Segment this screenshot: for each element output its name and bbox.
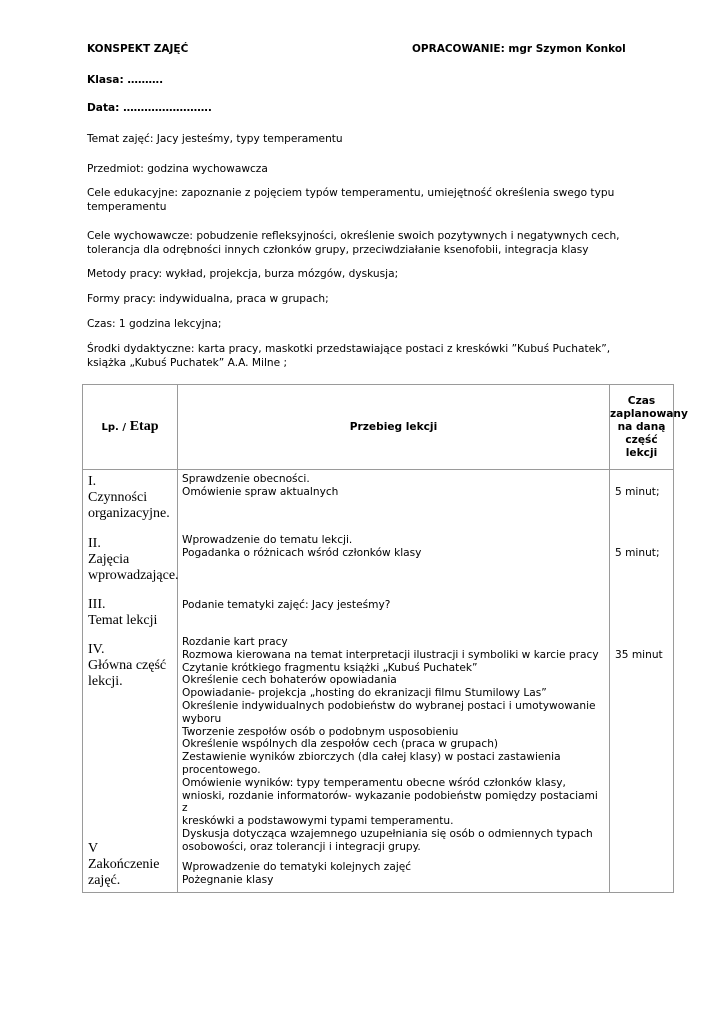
- step-line: Sprawdzenie obecności.: [182, 473, 310, 485]
- stage-title: lekcji.: [88, 674, 123, 689]
- duration: Czas: 1 godzina lekcyjna;: [87, 318, 222, 330]
- teaching-aids-line-2: książka „Kubuś Puchatek” A.A. Milne ;: [87, 357, 288, 369]
- step-line: Zestawienie wyników zbiorczych (dla całej klasy) w postaci zastawienia: [182, 751, 561, 764]
- class-field: Klasa: ……….: [87, 74, 164, 86]
- date-field: Data: …………………….: [87, 102, 212, 114]
- stage-4: [88, 642, 166, 690]
- stage-title: Temat lekcji: [88, 613, 158, 628]
- step-line: Rozmowa kierowana na temat interpretacji ilustracji i symboliki w karcie pracy: [182, 648, 599, 661]
- time-introductory: 5 minut;: [615, 547, 660, 559]
- step-line: Opowiadanie- projekcja „hosting do ekranizacji filmu Stumilowy Las”: [182, 687, 547, 700]
- steps-main-part: [182, 636, 606, 854]
- upbringing-goals-line-1: Cele wychowawcze: pobudzenie refleksyjności, określenie swoich pozytywnych i negatywnych cech,: [87, 230, 620, 242]
- time-main-part: 35 minut: [615, 649, 663, 661]
- stage-2: [88, 536, 179, 584]
- lesson-plan-table: [82, 384, 688, 893]
- header-lp-label: Lp. /: [101, 422, 126, 433]
- step-line: Określenie wspólnych dla zespołów cech (praca w grupach): [182, 738, 499, 751]
- step-line: Określenie indywidualnych podobieństw do wybranej postaci i umotywowanie: [182, 699, 596, 712]
- step-line: Pożegnanie klasy: [182, 873, 274, 886]
- stage-title: Główna część: [88, 658, 167, 673]
- work-methods: Metody pracy: wykład, projekcja, burza mózgów, dyskusja;: [87, 268, 399, 280]
- steps-organizational: [182, 473, 606, 499]
- stage-title: wprowadzające.: [88, 568, 179, 583]
- step-line: Tworzenie zespołów osób o podobnym usposobieniu: [182, 725, 459, 738]
- work-forms: Formy pracy: indywidualna, praca w grupach;: [87, 293, 329, 305]
- educational-goals-line-1: Cele edukacyjne: zapoznanie z pojęciem typów temperamentu, umiejętność określenia swego typu: [87, 187, 615, 199]
- steps-closing: [182, 861, 606, 887]
- steps-topic: [182, 599, 606, 612]
- stage-number: V: [88, 841, 99, 856]
- step-line: Wprowadzenie do tematu lekcji.: [182, 534, 353, 546]
- header-stage: [83, 385, 178, 470]
- header-time-line: zaplanowany: [610, 407, 688, 420]
- header-etap-label: Etap: [129, 419, 159, 434]
- stage-number: III.: [88, 597, 106, 612]
- stage-title: Zajęcia: [88, 552, 130, 567]
- lesson-topic: Temat zajęć: Jacy jesteśmy, typy temperamentu: [87, 133, 343, 145]
- author-credit: OPRACOWANIE: mgr Szymon Konkol: [412, 43, 626, 55]
- step-line: wnioski, rozdanie informatorów- wykazanie podobieństw pomiędzy postaciami z: [182, 789, 598, 815]
- stage-title: Zakończenie: [88, 857, 160, 872]
- educational-goals: [87, 186, 627, 214]
- step-line: Wprowadzenie do tematyki kolejnych zajęć: [182, 861, 412, 873]
- stage-title: organizacyjne.: [88, 506, 170, 521]
- stage-5: [88, 841, 160, 889]
- stage-title: Czynności: [88, 490, 148, 505]
- step-line: osobowości, oraz tolerancji i integracji grupy.: [182, 840, 421, 853]
- header-time-line: Czas: [627, 394, 656, 407]
- header-time-line: część lekcji: [625, 433, 658, 459]
- step-line: kreskówki a podstawowymi typami temperamentu.: [182, 815, 454, 828]
- teaching-aids: [87, 342, 627, 370]
- stage-number: II.: [88, 536, 101, 551]
- upbringing-goals-line-2: tolerancja dla odrębności innych członków grupy, przeciwdziałanie ksenofobii, integracja klasy: [87, 244, 589, 256]
- steps-introductory: [182, 534, 606, 560]
- header-planned-time: [610, 385, 688, 470]
- document-title: KONSPEKT ZAJĘĆ: [87, 43, 189, 55]
- upbringing-goals: [87, 229, 627, 257]
- header-lesson-course: Przebieg lekcji: [178, 385, 610, 470]
- stage-number: I.: [88, 474, 97, 489]
- stages-column: [83, 470, 178, 893]
- time-column: [610, 470, 674, 893]
- subject: Przedmiot: godzina wychowawcza: [87, 163, 268, 175]
- time-organizational: 5 minut;: [615, 486, 660, 498]
- stage-1: [88, 474, 170, 522]
- step-line: Określenie cech bohaterów opowiadania: [182, 674, 397, 687]
- step-line: Pogadanka o różnicach wśród członków klasy: [182, 546, 422, 559]
- step-line: Omówienie wyników: typy temperamentu obecne wśród członków klasy,: [182, 776, 566, 789]
- table-header-row: [83, 385, 674, 470]
- step-line: wyboru: [182, 712, 222, 725]
- header-time-line: na daną: [617, 420, 666, 433]
- steps-column: [178, 470, 610, 893]
- step-line: procentowego.: [182, 763, 261, 776]
- step-line: Rozdanie kart pracy: [182, 636, 288, 648]
- educational-goals-line-2: temperamentu: [87, 201, 167, 213]
- teaching-aids-line-1: Środki dydaktyczne: karta pracy, maskotki przedstawiające postaci z kreskówki ”Kubuś Puchatek”,: [87, 343, 611, 355]
- step-line: Omówienie spraw aktualnych: [182, 485, 339, 498]
- step-line: Dyskusja dotycząca wzajemnego uzupełniania się osób o odmiennych typach: [182, 827, 593, 840]
- stage-number: IV.: [88, 642, 105, 657]
- table-body-row: [83, 470, 674, 893]
- step-line: Podanie tematyki zajęć: Jacy jesteśmy?: [182, 599, 391, 611]
- stage-3: [88, 597, 157, 629]
- document-header: [87, 43, 632, 59]
- stage-title: zajęć.: [88, 873, 121, 888]
- step-line: Czytanie krótkiego fragmentu książki „Kubuś Puchatek”: [182, 661, 478, 674]
